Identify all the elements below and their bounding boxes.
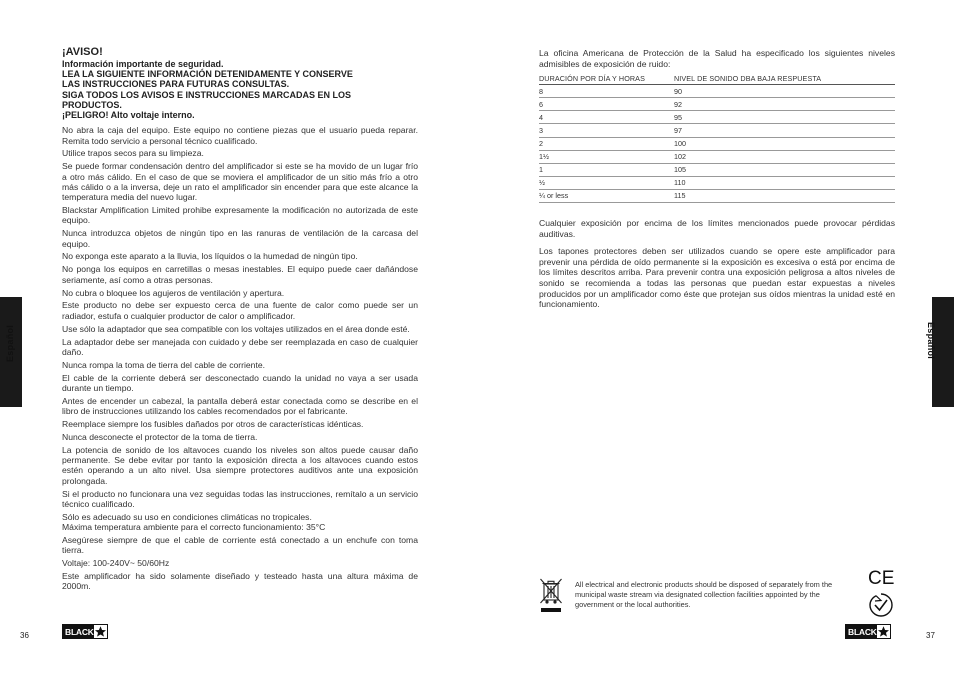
table-row — [539, 176, 895, 189]
safety-paragraph: Use sólo la adaptador que sea compatible con los voltajes utilizados en el área donde esté. — [62, 323, 410, 334]
safety-paragraph: No abra la caja del equipo. Este equipo no contiene piezas que el usuario pueda reparar. Remita todo servicio a personal técnico cualificado. — [62, 125, 418, 146]
table-cell: 102 — [674, 150, 895, 163]
safety-paragraph: Reemplace siempre los fusibles dañados por otros de características idénticas. — [62, 418, 364, 429]
safety-paragraph: Nunca desconecte el protector de la toma de tierra. — [62, 431, 258, 442]
page-number-right: 37 — [926, 631, 935, 640]
table-cell: 105 — [674, 163, 895, 176]
table-row — [539, 189, 895, 202]
noise-column — [539, 48, 895, 317]
table-row — [539, 163, 895, 176]
rcm-mark-icon — [868, 592, 894, 618]
safety-paragraph: Este amplificador ha sido solamente diseñado y testeado hasta una altura máxima de 2000m. — [62, 570, 418, 592]
star-icon — [94, 625, 107, 638]
table-row — [539, 98, 895, 111]
safety-paragraph: El cable de la corriente deberá ser desconectado cuando la unidad no vaya a ser usada durante un tiempo. — [62, 372, 418, 393]
table-cell: 2 — [539, 137, 674, 150]
safety-paragraph: Antes de encender un cabezal, la pantalla deberá estar conectada como se describe en el libro de instrucciones utilizando los cables recomendados por el fabricante. — [62, 395, 418, 417]
table-cell: 115 — [674, 189, 895, 202]
warning-header-line: LAS INSTRUCCIONES PARA FUTURAS CONSULTAS. — [62, 79, 290, 90]
table-cell: 95 — [674, 111, 895, 124]
safety-paragraph: Nunca rompa la toma de tierra del cable de corriente. — [62, 359, 266, 370]
table-row — [539, 85, 895, 98]
table-cell: 4 — [539, 111, 674, 124]
safety-paragraph: Utilice trapos secos para su limpieza. — [62, 148, 204, 159]
table-header: NIVEL DE SONIDO DBA BAJA RESPUESTA — [674, 73, 895, 85]
noise-paragraph: Los tapones protectores deben ser utilizados cuando se opere este amplificador para prevenir una pérdida de oído permanente si la exposición es excesiva o está por encima de los límites descritos arriba. Para prevenir contra una exposición peligrosa a altos niveles de sonido se recomienda a todas las personas que puedan estar expuestas a niveles producidos por un amplificador como éste que protejan sus oídos mientras la unidad esté en funcionamiento. — [539, 246, 895, 310]
side-label-left: Español — [5, 324, 15, 362]
star-icon — [877, 625, 890, 638]
table-cell: 110 — [674, 176, 895, 189]
safety-paragraph: Nunca introduzca objetos de ningún tipo en las ranuras de ventilación de la carcasa del equipo. — [62, 228, 418, 249]
warning-header — [62, 59, 418, 120]
ce-mark-text: CE — [868, 568, 894, 587]
warning-header-line: PRODUCTOS. — [62, 99, 122, 110]
logo-text: BLACK — [65, 626, 94, 637]
noise-notes — [539, 218, 895, 310]
table-cell: 8 — [539, 85, 674, 98]
table-header-row — [539, 73, 895, 85]
table-cell: 92 — [674, 98, 895, 111]
table-row — [539, 137, 895, 150]
ce-mark-icon — [868, 567, 894, 587]
table-cell: 1½ — [539, 150, 674, 163]
safety-paragraph: Voltaje: 100-240V~ 50/60Hz — [62, 558, 170, 569]
table-row — [539, 124, 895, 137]
table-cell: 90 — [674, 85, 895, 98]
noise-paragraph: Cualquier exposición por encima de los límites mencionados puede provocar pérdidas auditivas. — [539, 218, 895, 239]
safety-column — [62, 46, 418, 594]
warning-title: ¡AVISO! — [62, 46, 103, 58]
table-cell: ¼ or less — [539, 189, 674, 202]
safety-paragraph: La potencia de sonido de los altavoces cuando los niveles son altos puede causar daño permanente. Se debe evitar por tanto la exposición directa a los altavoces cuando estos estén operando a un alto nivel. Usa siempre protectores auditivos ante una exposición prolongada. — [62, 444, 418, 486]
table-row — [539, 111, 895, 124]
safety-paragraph: Sólo es adecuado su uso en condiciones climáticas no tropicales. Máxima temperatura ambiente para el correcto funcionamiento: 35°C — [62, 511, 326, 532]
noise-intro: La oficina Americana de Protección de la Salud ha especificado los siguientes niveles admisibles de exposición de ruido: — [539, 48, 895, 69]
warning-header-line: SIGA TODOS LOS AVISOS E INSTRUCCIONES MARCADAS EN LOS — [62, 89, 352, 100]
safety-paragraph: Asegúrese siempre de que el cable de corriente está conectado a un enchufe con toma tierra. — [62, 534, 418, 556]
safety-paragraph: Blackstar Amplification Limited prohibe expresamente la modificación no autorizada de este equipo. — [62, 205, 418, 226]
page-number-left: 36 — [20, 631, 29, 640]
blackstar-logo-right — [845, 624, 891, 639]
safety-paragraph: Si el producto no funcionara una vez seguidas todas las instrucciones, remítalo a un servicio técnico cualificado. — [62, 488, 418, 509]
safety-paragraph: No ponga los equipos en carretillas o mesas inestables. El equipo puede caer dañándose seriamente, así como a otras personas. — [62, 264, 418, 285]
safety-paragraph: Este producto no debe ser expuesto cerca de una fuente de calor como puede ser un radiador, estufa o cualquier productor de calor o amplificador. — [62, 300, 418, 321]
table-cell: 3 — [539, 124, 674, 137]
noise-table — [539, 73, 895, 203]
disposal-notice: All electrical and electronic products should be disposed of separately from the municipal waste stream via designated collection facilities appointed by the government or the local authorities. — [575, 580, 833, 609]
table-cell: 100 — [674, 137, 895, 150]
blackstar-logo-left — [62, 624, 108, 639]
warning-header-line: ¡PELIGRO! Alto voltaje interno. — [62, 110, 195, 121]
table-cell: ½ — [539, 176, 674, 189]
table-cell: 1 — [539, 163, 674, 176]
warning-header-line: Información importante de seguridad. — [62, 59, 224, 69]
safety-paragraph: La adaptador debe ser manejada con cuidado y debe ser reemplazada en caso de cualquier daño. — [62, 336, 418, 357]
table-cell: 97 — [674, 124, 895, 137]
safety-paragraph: No exponga este aparato a la lluvia, los líquidos o la humedad de ningún tipo. — [62, 251, 358, 262]
warning-header-line: LEA LA SIGUIENTE INFORMACIÓN DETENIDAMENTE Y CONSERVE — [62, 69, 353, 80]
table-cell: 6 — [539, 98, 674, 111]
side-label-right: Español — [926, 322, 936, 360]
safety-paragraph: No cubra o bloquee los agujeros de ventilación y apertura. — [62, 287, 285, 298]
weee-bin-icon — [539, 577, 563, 613]
table-header: DURACIÓN POR DÍA Y HORAS — [539, 73, 674, 85]
logo-text: BLACK — [848, 626, 877, 637]
safety-paragraph: Se puede formar condensación dentro del amplificador si este se ha movido de un lugar frío a otro más cálido. En el caso de que se moviera el amplificador de un sitio más frío a otro más cálido o a la inversa, deje un rato el amplificador sin encender para que este alcance la temperatura media del nuevo lugar. — [62, 161, 418, 203]
table-row — [539, 150, 895, 163]
